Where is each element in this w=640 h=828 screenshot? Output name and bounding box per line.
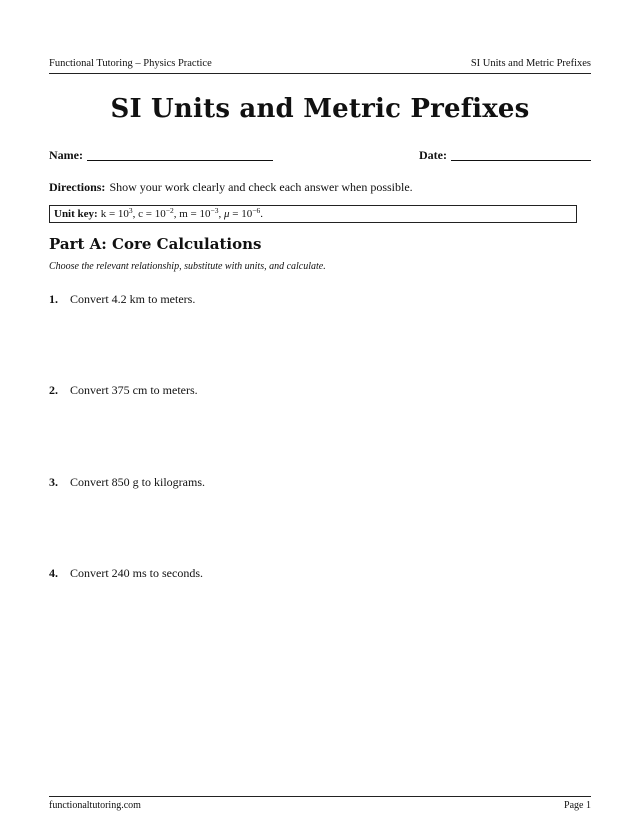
question-text: Convert 240 ms to seconds. (70, 566, 203, 580)
question-2 (49, 383, 198, 398)
unit-key-c-exponent: −2 (165, 206, 174, 215)
name-blank-line[interactable] (87, 160, 273, 161)
part-a-subtitle: Choose the relevant relationship, substitute with units, and calculate. (49, 261, 326, 272)
unit-key-box: Unit key: $k = 10^3$, $c = 10^{-2}$, $m = 10^{-3}$, $\mu = 10^{-6}$. (49, 205, 577, 223)
directions (49, 180, 591, 195)
page-header (49, 58, 591, 72)
part-a-title: Part A: Core Calculations (49, 235, 262, 253)
unit-key-k-exponent: 3 (128, 206, 133, 215)
date-label: Date: (419, 148, 447, 162)
unit-key-mu: = 10 (229, 208, 253, 220)
student-fields (49, 148, 591, 164)
directions-text: Show your work clearly and check each answer when possible. (109, 180, 413, 194)
question-number: 4. (49, 566, 58, 580)
unit-key-end: . (260, 208, 263, 220)
unit-key-m: , m = 10 (173, 208, 211, 220)
date-blank-line[interactable] (451, 160, 591, 161)
header-right-text: SI Units and Metric Prefixes (470, 58, 591, 69)
question-number: 2. (49, 383, 58, 397)
question-text: Convert 4.2 km to meters. (70, 292, 196, 306)
directions-label: Directions: (49, 180, 106, 194)
question-number: 1. (49, 292, 58, 306)
header-left-text: Functional Tutoring – Physics Practice (49, 58, 212, 69)
footer-website: functionaltutoring.com (49, 800, 141, 811)
unit-key-mu-exponent: −6 (252, 206, 261, 215)
question-number: 3. (49, 475, 58, 489)
unit-key-mu-symbol: μ (224, 208, 230, 220)
unit-key-c: , c = 10 (132, 208, 166, 220)
question-1 (49, 292, 195, 307)
unit-key-k: k = 10 (100, 208, 129, 220)
name-field (49, 148, 273, 163)
page-number: Page 1 (564, 800, 591, 811)
name-label: Name: (49, 148, 83, 162)
question-text: Convert 850 g to kilograms. (70, 475, 205, 489)
date-field (419, 148, 591, 163)
footer-divider (49, 796, 591, 797)
unit-key-label: Unit key: (54, 208, 98, 220)
question-4 (49, 566, 203, 581)
question-3 (49, 475, 205, 490)
page-footer (49, 800, 591, 814)
page-title: SI Units and Metric Prefixes (110, 94, 530, 124)
header-divider (49, 73, 591, 74)
question-text: Convert 375 cm to meters. (70, 383, 198, 397)
unit-key-m-exponent: −3 (210, 206, 219, 215)
